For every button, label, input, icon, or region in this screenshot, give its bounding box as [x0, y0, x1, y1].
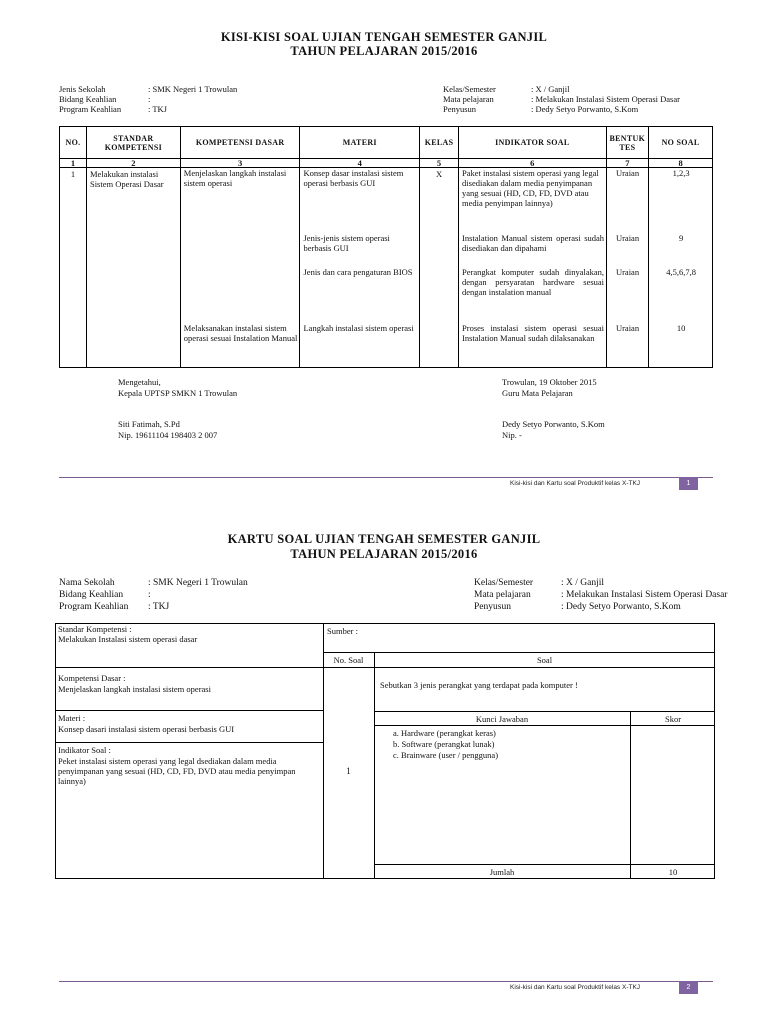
row-kd-cell: [180, 168, 300, 368]
header-kd: KOMPETENSI DASAR: [180, 127, 300, 159]
row-kelas: X: [420, 168, 459, 368]
page-number-2: 2: [679, 981, 698, 994]
indikator-value: Peket instalasi sistem operasi yang legal dsediakan dalam media penyimpanan yang sesuai (HD, CD, FD, DVD atau media penyimpan lainnya): [58, 756, 296, 786]
kd-label: Kompetensi Dasar :: [58, 673, 126, 683]
footer-text-2: Kisi-kisi dan Kartu soal Produktif kelas X-TKJ: [510, 984, 641, 991]
footer-text-1: Kisi-kisi dan Kartu soal Produktif kelas X-TKJ: [510, 480, 641, 487]
row-indikator-cell: [459, 168, 607, 368]
kd-2: Melaksanakan instalasi sistem operasi sesuai Instalation Manual: [183, 323, 298, 343]
kisi-number-row: 1 2 3 4 5 6 7 8: [60, 159, 713, 168]
row-bentuk-cell: Uraian Uraian Uraian Uraian: [606, 168, 649, 368]
kd-value: Menjelaskan langkah instalasi sistem operasi: [58, 684, 211, 694]
kisi-year: TAHUN PELAJARAN 2015/2016: [290, 44, 478, 58]
kunci-label: Kunci Jawaban: [475, 714, 529, 724]
rule-kd-top: [55, 667, 324, 668]
kunci-item-b: b. Software (perangkat lunak): [393, 739, 495, 749]
kartu-title: KARTU SOAL UJIAN TENGAH SEMESTER GANJIL: [227, 532, 541, 546]
header-bentuk: BENTUK TES: [606, 127, 649, 159]
jumlah-value: 10: [668, 867, 678, 877]
rule-no-soal-top: [323, 652, 715, 653]
rule-jumlah-top: [374, 864, 715, 865]
header-kelas: KELAS: [420, 127, 459, 159]
sumber-label: Sumber :: [327, 626, 358, 636]
rule-indikator-top: [55, 742, 324, 743]
rule-kunci-bottom: [374, 725, 715, 726]
kisi-body-row: [60, 168, 713, 368]
sk-label: Standar Kompetensi :: [58, 624, 132, 634]
indikator-3: Perangkat komputer sudah dinyalakan, dengan persyaratan hardware sesuai dengan instalation manual: [462, 267, 605, 297]
indikator-1: Paket instalasi sistem operasi yang legal disediakan dalam media penyimpanan yang sesuai (HD, CD, FD, DVD atau media penyimpan lainnya): [462, 168, 599, 208]
header-no: NO.: [60, 127, 87, 159]
header-no-soal: NO SOAL: [649, 127, 713, 159]
kartu-year: TAHUN PELAJARAN 2015/2016: [290, 547, 478, 561]
page-number-1: 1: [679, 477, 698, 490]
footer-rule-1: [59, 477, 713, 478]
kunci-item-a: a. Hardware (perangkat keras): [393, 728, 496, 738]
rule-no-soal-bottom: [323, 667, 715, 668]
indikator-label: Indikator Soal :: [58, 745, 111, 755]
soal-label: Soal: [536, 655, 553, 665]
skor-label: Skor: [664, 714, 682, 724]
materi-4: Langkah instalasi sistem operasi: [303, 323, 414, 333]
kisi-table: [59, 126, 713, 368]
header-materi: MATERI: [300, 127, 420, 159]
materi-1: Konsep dasar instalasi sistem operasi berbasis GUI: [303, 168, 404, 188]
materi-label: Materi :: [58, 713, 86, 723]
sk-value: Melakukan Instalasi sistem operasi dasar: [58, 634, 198, 644]
jumlah-label: Jumlah: [489, 867, 515, 877]
indikator-4: Proses instalasi sistem operasi sesuai Instalation Manual sudah dilaksanakan: [462, 323, 605, 343]
soal-text: Sebutkan 3 jenis perangkat yang terdapat pada komputer !: [380, 680, 578, 690]
row-no: 1: [60, 168, 87, 368]
row-standar: Melakukan instalasi Sistem Operasi Dasar: [86, 168, 180, 368]
kd-1: Menjelaskan langkah instalasi sistem operasi: [183, 168, 287, 188]
header-standar: STANDAR KOMPETENSI: [86, 127, 180, 159]
indikator-2: Instalation Manual sistem operasi sudah disediakan dan dipahami: [462, 233, 605, 253]
kunci-item-c: c. Brainware (user / pengguna): [393, 750, 499, 760]
no-soal-label: No. Soal: [333, 655, 364, 665]
divider-no-soal: [374, 652, 375, 879]
row-materi-cell: [300, 168, 420, 368]
header-indikator: INDIKATOR SOAL: [459, 127, 607, 159]
rule-materi-top: [55, 710, 324, 711]
materi-2: Jenis-jenis sistem operasi berbasis GUI: [303, 233, 390, 253]
rule-kunci-top: [374, 711, 715, 712]
materi-value: Konsep dasari instalasi sistem operasi berbasis GUI: [58, 724, 235, 734]
divider-skor: [630, 711, 631, 879]
kisi-title: KISI-KISI SOAL UJIAN TENGAH SEMESTER GANJIL: [220, 30, 548, 44]
kisi-header-row: [60, 127, 713, 159]
row-no-soal-cell: 1,2,3 9 4,5,6,7,8 10: [649, 168, 713, 368]
kartu-no-soal: 1: [346, 766, 351, 776]
materi-3: Jenis dan cara pengaturan BIOS: [303, 267, 413, 277]
footer-rule-2: [59, 981, 713, 982]
